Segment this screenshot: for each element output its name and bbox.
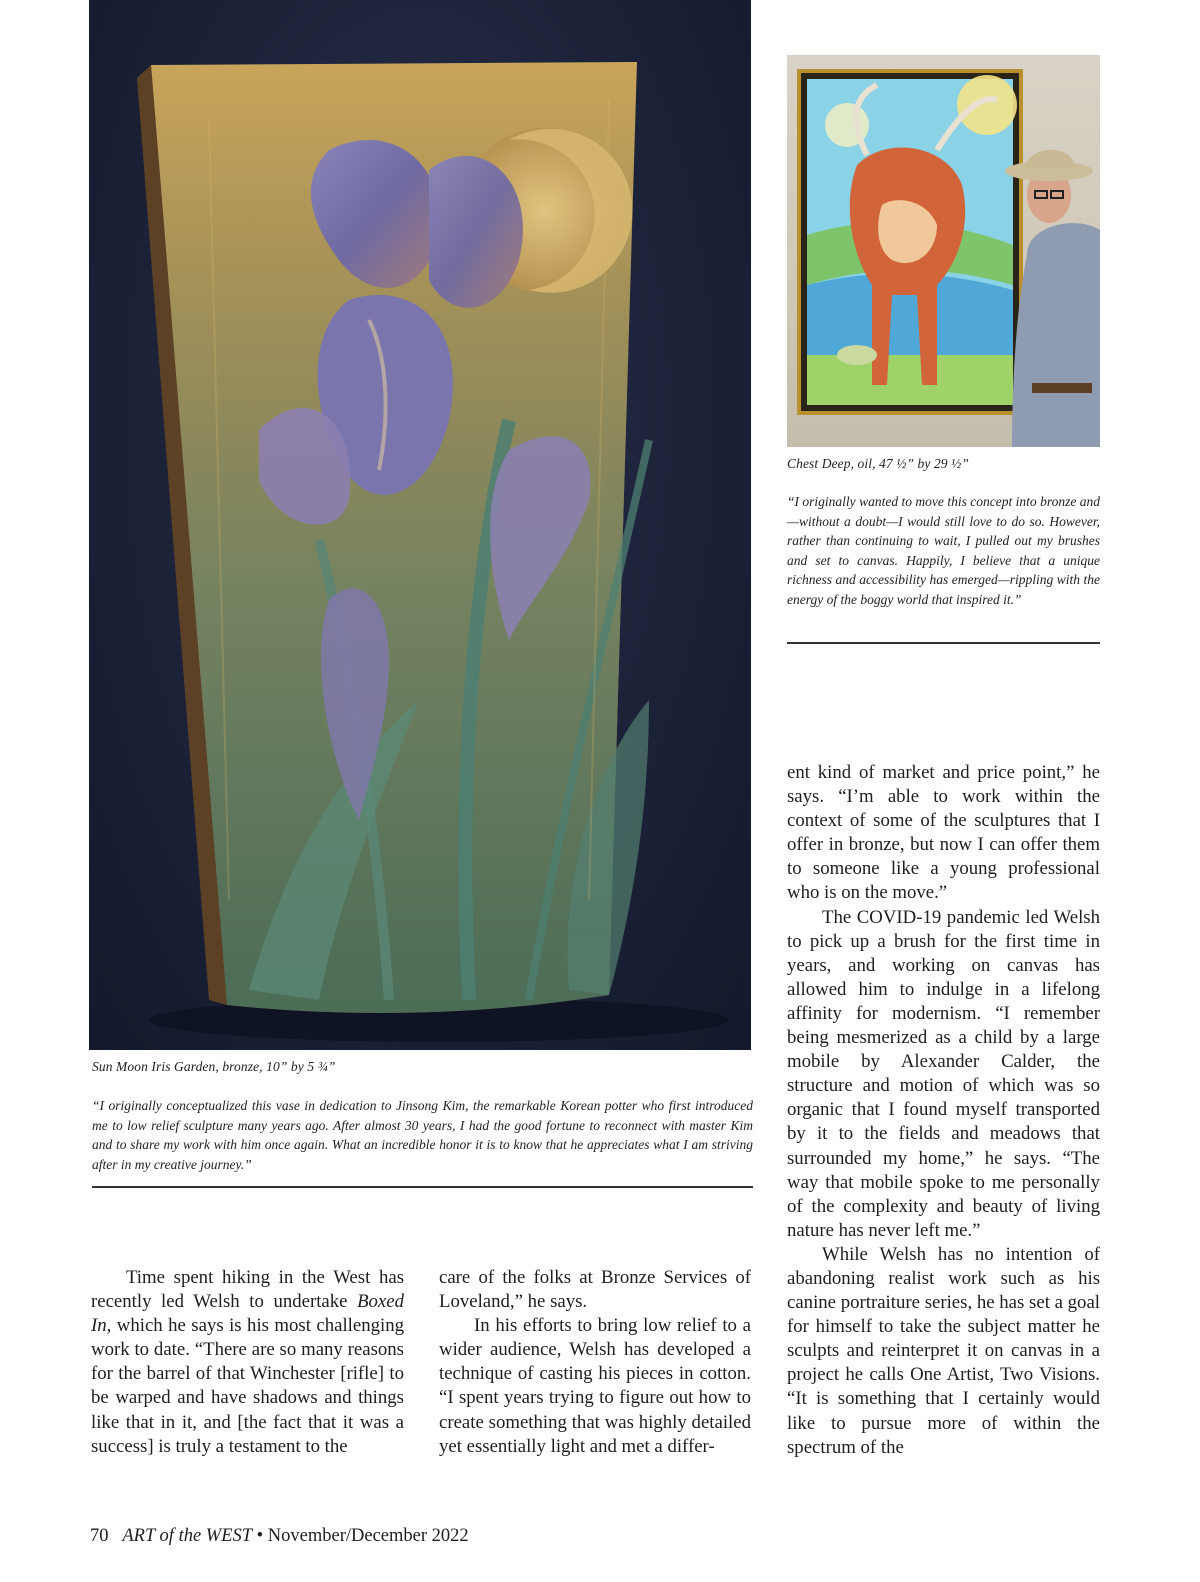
vase-photo bbox=[89, 0, 751, 1050]
painting-caption-title: Chest Deep, oil, 47 ½” by 29 ½” bbox=[787, 456, 969, 471]
text-run: Time spent hiking in the West has recently led Welsh to undertake bbox=[91, 1267, 404, 1313]
paragraph: While Welsh has no intention of abandoning realist work such as his canine portraiture series, he has set a goal for himself to take the subject matter he sculpts and reinterpret it on canvas in a project he calls One Artist, Two Visions. “It is something that I certainly would like to pursue more of within the spectrum of the bbox=[787, 1243, 1100, 1458]
painting-caption-quote: “I originally wanted to move this concept into bronze and—without a doubt—I would still love to do so. However, rather than continuing to wait, I pulled out my brushes and set to canvas. Happily, I believe that a unique richness and accessibility has emerged—rippling with the energy of the boggy world that inspired it.” bbox=[787, 494, 1100, 607]
paragraph: The COVID-19 pandemic led Welsh to pick up a brush for the first time in years, and working on canvas has allowed him to indulge in a lifelong affinity for modernism. “I remember being mesmerized as a child by a large mobile by Alexander Calder, the structure and motion of which was so organic that I found myself transported by it to the fields and meadows that surrounded my home,” he says. “The way that mobile spoke to me personally of the complexity and beauty of living nature has never left me.” bbox=[787, 906, 1100, 1241]
article-column-2 bbox=[439, 1266, 751, 1459]
bronze-vase-image bbox=[89, 0, 751, 1050]
issue-date: November/December 2022 bbox=[267, 1526, 469, 1546]
artwork-title: Boxed In bbox=[91, 1291, 404, 1337]
painting-caption-divider bbox=[787, 642, 1100, 644]
artist-with-painting-image bbox=[787, 55, 1100, 447]
text-run: , which he says is his most challenging work to date. “There are so many reasons for the barrel of that Winchester [rifle] to be warped and have shadows and things like that in it, and [the fact that it was a success] is truly a testament to the bbox=[91, 1315, 404, 1457]
paragraph: In his efforts to bring low relief to a wider audience, Welsh has developed a technique of casting his pieces in cotton. “I spent years trying to figure out how to create something that was highly detailed yet essentially light and met a differ- bbox=[439, 1315, 751, 1457]
vase-caption-divider bbox=[92, 1186, 753, 1188]
page-number: 70 bbox=[90, 1526, 109, 1546]
article-column-1 bbox=[91, 1266, 404, 1459]
vase-caption-title: Sun Moon Iris Garden, bronze, 10” by 5 ¾” bbox=[92, 1059, 336, 1074]
vase-caption-quote: “I originally conceptualized this vase in dedication to Jinsong Kim, the remarkable Korean potter who first introduced me to low relief sculpture many years ago. After almost 30 years, I had the good fortune to reconnect with master Kim and to share my work with him once again. What an incredible honor it is to know that he appreciates what I am striving after in my creative journey.” bbox=[92, 1098, 753, 1172]
paragraph: ent kind of market and price point,” he says. “I’m able to work within the context of some of the sculptures that I offer in bronze, but now I can offer them to someone like a young professional who is on the move.” bbox=[787, 762, 1100, 904]
painting-photo bbox=[787, 55, 1100, 447]
paragraph: care of the folks at Bronze Services of Loveland,” he says. bbox=[439, 1267, 751, 1313]
footer-separator: • bbox=[256, 1526, 264, 1546]
paragraph bbox=[91, 1266, 404, 1459]
article-column-3 bbox=[787, 761, 1100, 1460]
magazine-name: ART of the WEST bbox=[122, 1526, 253, 1546]
page-footer bbox=[90, 1524, 469, 1548]
